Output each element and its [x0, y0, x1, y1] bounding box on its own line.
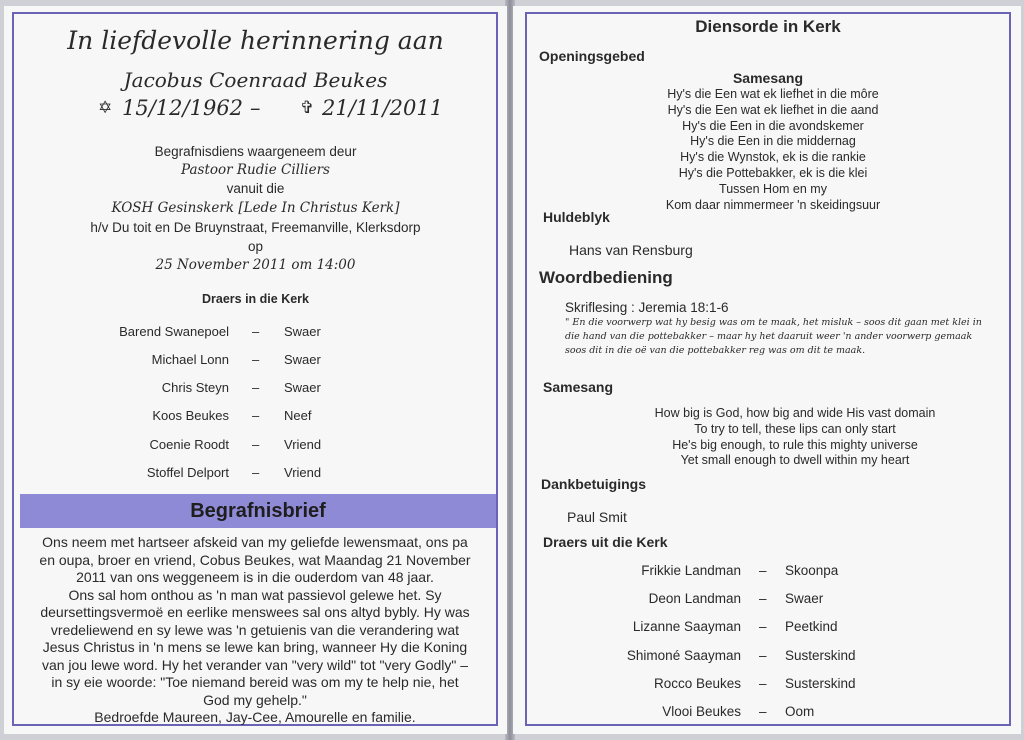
tribute-speaker: Hans van Rensburg [569, 242, 693, 258]
bearer-relation: Swaer [284, 352, 321, 367]
scripture-reference: Skriflesing : Jeremia 18:1-6 [565, 300, 729, 315]
hymn2-heading: Samesang [543, 379, 614, 395]
letter-title: Begrafnisbrief [190, 500, 326, 522]
sermon-heading: Woordbediening [539, 268, 673, 287]
bearer-dash: – [759, 619, 767, 634]
bearer-dash: – [759, 648, 767, 663]
letter-line: in sy eie woorde: "Toe niemand bereid was om my te help nie, het [51, 674, 459, 690]
hymn-line: Tussen Hom en my [719, 181, 827, 196]
hymn-line: To try to tell, these lips can only start [694, 421, 896, 436]
hymn-line: Hy's die Een wat ek liefhet in die môre [667, 87, 879, 101]
bearer-dash: – [759, 563, 767, 578]
hymn-line: Hy's die Wynstok, ek is die rankie [680, 150, 866, 165]
tribute-heading: Huldeblyk [543, 209, 610, 225]
bearer-dash: – [759, 704, 767, 719]
order-of-service-title: Diensorde in Kerk [695, 17, 841, 36]
letter-line: 2011 van ons weggeneem is in die ouderdom van 48 jaar. [76, 569, 434, 585]
left-page [4, 6, 507, 734]
hymn-line: Hy's die Een in die middernag [690, 134, 856, 149]
bearer-name: Coenie Roodt [149, 437, 229, 452]
birth-date: 15/12/1962 [122, 96, 244, 120]
letter-line: Ons neem met hartseer afskeid van my geliefde lewensmaat, ons pa [42, 534, 468, 550]
bearer-name: Chris Steyn [161, 380, 229, 395]
bearer-name: Frikkie Landman [641, 563, 741, 578]
scripture-line: die hand van die pottebakker – maar hy het daaruit weer 'n ander voorwerp gemaak [565, 331, 973, 342]
bearer-relation: Swaer [785, 591, 824, 606]
service-datetime: 25 November 2011 om 14:00 [155, 257, 356, 273]
funeral-letter [18, 534, 492, 727]
hymn-line: Kom daar nimmermeer 'n skeidingsuur [665, 197, 881, 212]
bearer-name: Rocco Beukes [653, 676, 741, 691]
bearer-relation: Peetkind [785, 619, 838, 634]
star-of-david-icon: ✡ [98, 98, 113, 117]
bearer-name: Lizanne Saayman [632, 619, 741, 634]
bearer-dash: – [252, 437, 260, 452]
bearer-relation: Vriend [284, 437, 322, 452]
bearer-name: Koos Beukes [152, 408, 229, 423]
letter-line: en oupa, broer en vriend, Cobus Beukes, wat Maandag 21 November [39, 551, 471, 568]
bearer-relation: Susterskind [785, 648, 856, 663]
opening-prayer-heading: Openingsgebed [539, 48, 645, 64]
thanks-speaker: Paul Smit [567, 509, 627, 525]
right-page [513, 6, 1021, 734]
bearer-name: Vlooi Beukes [662, 704, 741, 719]
hymn2-lyrics [595, 406, 995, 469]
letter-line: God my gehelp." [203, 691, 307, 708]
scripture-line: soos dit in die oë van die pottebakker reg was om dit te maak. [565, 345, 866, 356]
letter-signoff: Bedroefde Maureen, Jay-Cee, Amourelle en familie. [94, 709, 416, 725]
hymn-line: How big is God, how big and wide His vast domain [654, 406, 936, 420]
bearer-relation: Susterskind [785, 676, 856, 691]
scripture-text [565, 316, 982, 358]
bearer-dash: – [759, 591, 767, 606]
bearer-dash: – [252, 380, 260, 395]
bearer-dash: – [252, 324, 260, 339]
bearer-name: Deon Landman [648, 591, 741, 606]
memorial-heading: In liefdevolle herinnering aan [67, 26, 444, 55]
thanks-heading: Dankbetuigings [541, 476, 647, 492]
bearer-dash: – [252, 408, 260, 423]
bearer-relation: Swaer [284, 380, 321, 395]
date-separator: – [250, 96, 261, 120]
death-date: 21/11/2011 [322, 96, 444, 120]
deceased-name: Jacobus Coenraad Beukes [123, 68, 388, 92]
from-text: vanuit die [226, 181, 285, 196]
bearer-relation: Neef [284, 408, 312, 423]
bearer-name: Michael Lonn [151, 352, 229, 367]
letter-line: deursettingsvermoë en eerlike menswees sal ons altyd bybly. Hy was [40, 604, 470, 620]
letter-line: van jou lewe word. Hy het verander van "very wild" tot "very Godly" – [41, 656, 469, 673]
hymn-line: Hy's die Een wat ek liefhet in die aand [667, 102, 879, 117]
bearer-dash: – [252, 465, 260, 480]
pastor-name: Pastoor Rudie Cilliers [181, 162, 330, 178]
cross-icon: ✞ [300, 98, 315, 117]
on-text: op [247, 239, 264, 254]
bearers-heading: Draers in die Kerk [202, 292, 309, 306]
hymn-line: Hy's die Pottebakker, ek is die klei [678, 165, 868, 180]
bearer-relation: Vriend [284, 465, 322, 480]
letter-title-band [20, 494, 496, 528]
church-address: h/v Du toit en De Bruynstraat, Freemanville, Klerksdorp [90, 220, 421, 235]
service-intro: Begrafnisdiens waargeneem deur [154, 144, 357, 159]
bearer-name: Stoffel Delport [146, 465, 229, 480]
bearer-dash: – [252, 352, 260, 367]
bearer-relation: Swaer [284, 324, 321, 339]
bearer-relation: Skoonpa [785, 563, 839, 578]
letter-line: Ons sal hom onthou as 'n man wat passievol gelewe het. Sy [68, 586, 442, 603]
hymn-line: Yet small enough to dwell within my heart [680, 453, 910, 468]
bearer-name: Barend Swanepoel [119, 324, 229, 339]
hymn-line: He's big enough, to rule this mighty universe [672, 437, 918, 452]
hymn1-heading: Samesang [732, 70, 804, 86]
bearer-name: Shimoné Saayman [626, 648, 741, 663]
hymn-line: Hy's die Een in die avondskemer [682, 118, 864, 133]
bearers-out-heading: Draers uit die Kerk [543, 534, 668, 550]
hymn1-lyrics [573, 87, 973, 213]
bearer-relation: Oom [785, 704, 815, 719]
church-name: KOSH Gesinskerk [Lede In Christus Kerk] [111, 200, 400, 216]
letter-line: Jesus Christus in 'n mens se lewe kan bring, wanneer Hy die Koning [42, 639, 468, 655]
scripture-line: " En die voorwerp wat hy besig was om te maak, het misluk – soos dit gaan met klei in [565, 317, 982, 328]
bearer-dash: – [759, 676, 767, 691]
letter-line: vredeliewend en sy lewe was 'n getuienis van die verandering wat [50, 621, 460, 638]
